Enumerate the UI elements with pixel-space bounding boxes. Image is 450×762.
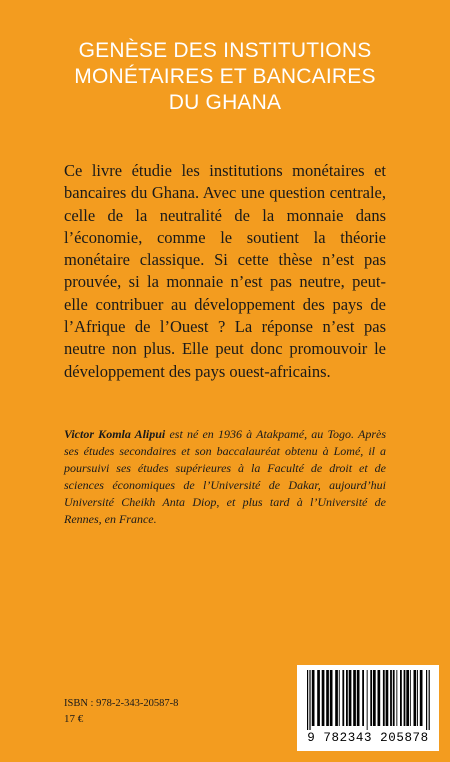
barcode-bar: [406, 670, 409, 726]
barcode-bar: [410, 670, 411, 726]
barcode-bar: [357, 670, 360, 726]
barcode-bar: [386, 670, 389, 726]
barcode-bar: [404, 670, 406, 726]
barcode-bar: [317, 670, 320, 726]
barcode-bar: [339, 670, 340, 726]
barcode-digits: 9 782343 205878: [307, 731, 429, 745]
barcode-bar: [330, 670, 333, 726]
title-line-1: GENÈSE DES INSTITUTIONS: [78, 39, 372, 62]
barcode-bar: [370, 670, 372, 726]
barcode-bar: [346, 670, 348, 726]
barcode-bar: [349, 670, 352, 726]
author-bio-text: est né en 1936 à Atakpamé, au Togo. Après ses études secondaires et son baccalauréat obtenu à Lomé, il a poursuivi ses études supérieures à la Faculté de droit et de sciences économiques de l’Université de Dakar, aujourd’hui Université Cheikh Anta Diop, et plus tard à l’Université de Rennes, en France.: [64, 427, 386, 526]
barcode-bar: [312, 670, 315, 726]
barcode-bar: [335, 670, 338, 726]
barcode-bar: [326, 670, 329, 726]
title-line-3: DU GHANA: [168, 91, 282, 114]
barcode-bar: [322, 670, 325, 726]
barcode-bar: [393, 670, 395, 726]
back-cover-summary: Ce livre étudie les institutions monétaires et bancaires du Ghana. Avec une question centrale, celle de la neutralité de la monnaie dans l’économie, comme le soutient la théorie monétaire classique. Si cette thèse n’est pas prouvée, si la monnaie n’est pas neutre, peut-elle contribuer au développement des pays de l’Afrique de l’Ouest ? La réponse n’est pas neutre non plus. Elle peut donc promouvoir le développement des pays ouest-africains.: [64, 161, 386, 381]
barcode-bar: [390, 670, 392, 726]
barcode-bar: [309, 670, 310, 730]
barcode-bar: [373, 670, 376, 726]
barcode-bar: [383, 670, 385, 726]
barcode-bar: [420, 670, 423, 726]
author-name: Victor Komla Alipui: [64, 427, 166, 441]
barcode-bar: [426, 670, 427, 730]
barcode-bar: [414, 670, 417, 726]
author-bio: [64, 426, 386, 528]
barcode-bar: [307, 670, 308, 730]
barcode-bar: [417, 670, 418, 726]
barcode-bar: [362, 670, 364, 726]
barcode-bars: [305, 670, 431, 730]
barcode-bar: [400, 670, 402, 726]
barcode-bar: [367, 670, 368, 730]
barcode-bar: [429, 670, 430, 730]
barcode-bar: [342, 670, 344, 726]
barcode-bar: [353, 670, 356, 726]
title-line-2: MONÉTAIRES ET BANCAIRES: [74, 65, 376, 88]
price: 17 €: [64, 713, 84, 725]
barcode-bar: [378, 670, 381, 726]
barcode-bar: [396, 670, 397, 726]
book-title: [0, 38, 450, 116]
isbn: ISBN : 978-2-343-20587-8: [64, 698, 179, 709]
barcode: [297, 665, 439, 751]
